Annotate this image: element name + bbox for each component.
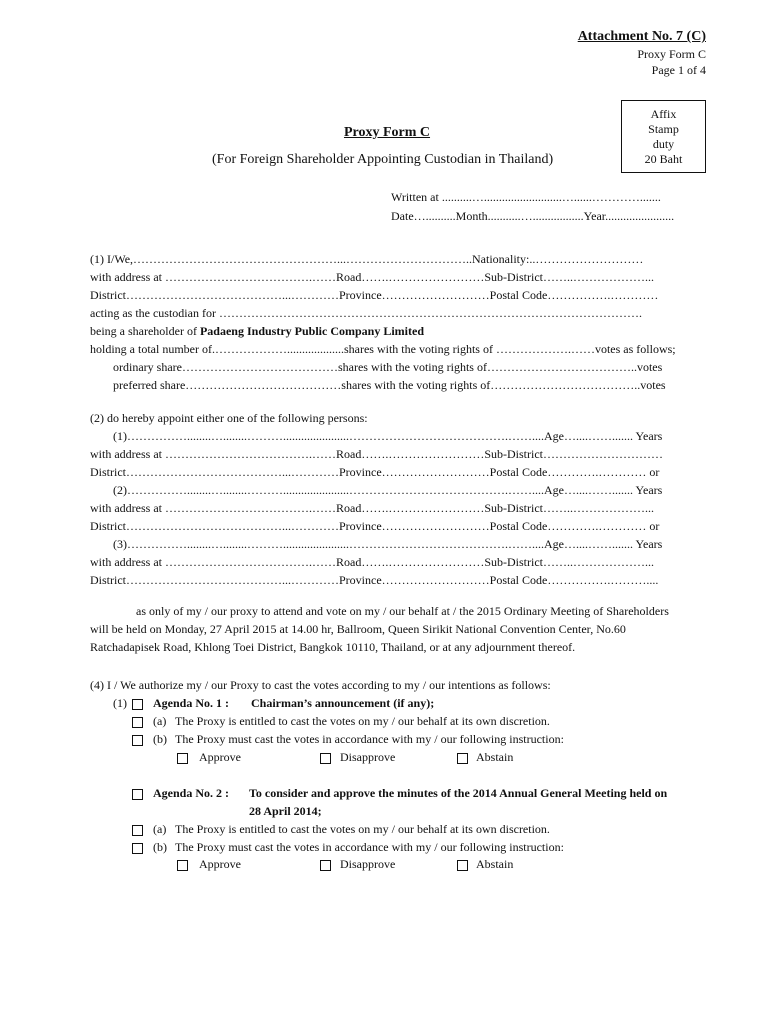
- agenda1-title: Chairman’s announcement (if any);: [251, 696, 435, 710]
- agenda1-label: Agenda No. 1 :: [153, 696, 230, 710]
- agenda2-title-cont: 28 April 2014;: [249, 804, 322, 818]
- option-a-tag: (a): [153, 822, 167, 836]
- form-name-label: Proxy Form C: [637, 47, 706, 61]
- custodian-for-line[interactable]: acting as the custodian for …………………………………………………………………………………………….: [90, 306, 642, 320]
- meeting-paragraph-line: Ratchadapisek Road, Khlong Toei District, Bangkok 10110, Thailand, or at any adjournment thereof.: [90, 640, 576, 654]
- agenda1-disapprove-checkbox[interactable]: [320, 750, 331, 768]
- proxy2-name-line[interactable]: (2)……………........…........………......................………………………………….……....Age…....……....... Years: [113, 483, 663, 497]
- option-b-tag: (b): [153, 732, 167, 746]
- form-title: [0, 125, 770, 141]
- option-a-text: The Proxy is entitled to cast the votes on my / our behalf at its own discretion.: [175, 714, 550, 728]
- agenda2-label: Agenda No. 2 :: [153, 786, 230, 800]
- proxy2-address-line[interactable]: with address at ……………………………….……Road…….……………………Sub-District……..………………...: [90, 501, 654, 515]
- shareholder-of-line: [90, 324, 424, 339]
- authorize-intro: (4) I / We authorize my / our Proxy to cast the votes according to my / our intentions as follows:: [90, 678, 551, 692]
- agenda2-option-a-checkbox[interactable]: [132, 822, 143, 840]
- proxy1-name-line[interactable]: (1)……………........…........………......................………………………………….……....Age…....……....... Years: [113, 429, 663, 443]
- written-at-field[interactable]: Written at ..........…..........................…......………….......: [391, 190, 661, 204]
- ordinary-share-line[interactable]: ordinary share…………………………………shares with the voting rights of………………………………..votes: [113, 360, 663, 374]
- page-number: Page 1 of 4: [651, 63, 706, 77]
- agenda1-number: (1): [113, 696, 127, 710]
- option-b-text: The Proxy must cast the votes in accordance with my / our following instruction:: [175, 732, 564, 746]
- form-subtitle: (For Foreign Shareholder Appointing Custodian in Thailand): [212, 152, 554, 167]
- shareholder-of-prefix: being a shareholder of: [90, 324, 200, 338]
- company-name: Padaeng Industry Public Company Limited: [199, 324, 425, 338]
- disapprove-label: Disapprove: [340, 750, 396, 764]
- stamp-line: duty: [652, 137, 675, 151]
- approve-label: Approve: [199, 750, 241, 764]
- proxy3-address-line[interactable]: with address at ……………………………….……Road…….……………………Sub-District……..………………...: [90, 555, 654, 569]
- meeting-paragraph-line: will be held on Monday, 27 April 2015 at 14.00 hr, Ballroom, Queen Sirikit National Convention Center, No.60: [90, 622, 626, 636]
- total-shares-line[interactable]: holding a total number of.………………...................shares with the voting rights of ……………….……votes as follows;: [90, 342, 676, 356]
- stamp-line: Stamp: [648, 122, 679, 136]
- agenda1-abstain-checkbox[interactable]: [457, 750, 468, 768]
- agenda2-title: To consider and approve the minutes of the 2014 Annual General Meeting held on: [249, 786, 668, 800]
- agenda2-approve-checkbox[interactable]: [177, 857, 188, 875]
- option-a-tag: (a): [153, 714, 167, 728]
- proxy1-district-line[interactable]: District…………………………………...…………Province………………………Postal Code………….………… or: [90, 465, 660, 479]
- preferred-share-line[interactable]: preferred share…………………………………shares with the voting rights of………………………………..votes: [113, 378, 666, 392]
- disapprove-label: Disapprove: [340, 857, 396, 871]
- proxy1-address-line[interactable]: with address at ……………………………….……Road…….……………………Sub-District…………………………: [90, 447, 663, 461]
- shareholder-name-line[interactable]: (1) I/We,……………………………………………...…………………………..Nationality:..………………………: [90, 252, 644, 266]
- abstain-label: Abstain: [476, 857, 514, 871]
- stamp-line: 20 Baht: [644, 152, 683, 166]
- proxy2-district-line[interactable]: District…………………………………...…………Province………………………Postal Code………….………… or: [90, 519, 660, 533]
- shareholder-address-line[interactable]: with address at ……………………………….……Road…….……………………Sub-District……..………………...: [90, 270, 654, 284]
- shareholder-district-line[interactable]: District…………………………………...…………Province………………………Postal Code…………….…………: [90, 288, 659, 302]
- approve-label: Approve: [199, 857, 241, 871]
- date-field[interactable]: Date…..........Month...........….................Year.......................: [391, 209, 675, 223]
- agenda2-checkbox[interactable]: [132, 786, 143, 804]
- appoint-intro: (2) do hereby appoint either one of the following persons:: [90, 411, 368, 425]
- option-b-tag: (b): [153, 840, 167, 854]
- agenda1-checkbox[interactable]: [132, 696, 143, 714]
- option-b-text: The Proxy must cast the votes in accordance with my / our following instruction:: [175, 840, 564, 854]
- proxy3-name-line[interactable]: (3)……………........…........………......................………………………………….……....Age…....……....... Years: [113, 537, 663, 551]
- proxy3-district-line[interactable]: District…………………………………...…………Province………………………Postal Code…………….………....: [90, 573, 659, 587]
- stamp-line: Affix: [650, 107, 677, 121]
- agenda1-option-b-checkbox[interactable]: [132, 732, 143, 750]
- attachment-label: Attachment No. 7 (C): [577, 29, 706, 44]
- agenda2-option-b-checkbox[interactable]: [132, 840, 143, 858]
- agenda1-approve-checkbox[interactable]: [177, 750, 188, 768]
- option-a-text: The Proxy is entitled to cast the votes on my / our behalf at its own discretion.: [175, 822, 550, 836]
- form-title-text: Proxy Form C: [343, 125, 431, 140]
- agenda1-option-a-checkbox[interactable]: [132, 714, 143, 732]
- meeting-paragraph-line: as only of my / our proxy to attend and vote on my / our behalf at / the 2015 Ordinary Meeting of Shareholders: [136, 604, 669, 618]
- agenda2-disapprove-checkbox[interactable]: [320, 857, 331, 875]
- agenda2-abstain-checkbox[interactable]: [457, 857, 468, 875]
- abstain-label: Abstain: [476, 750, 514, 764]
